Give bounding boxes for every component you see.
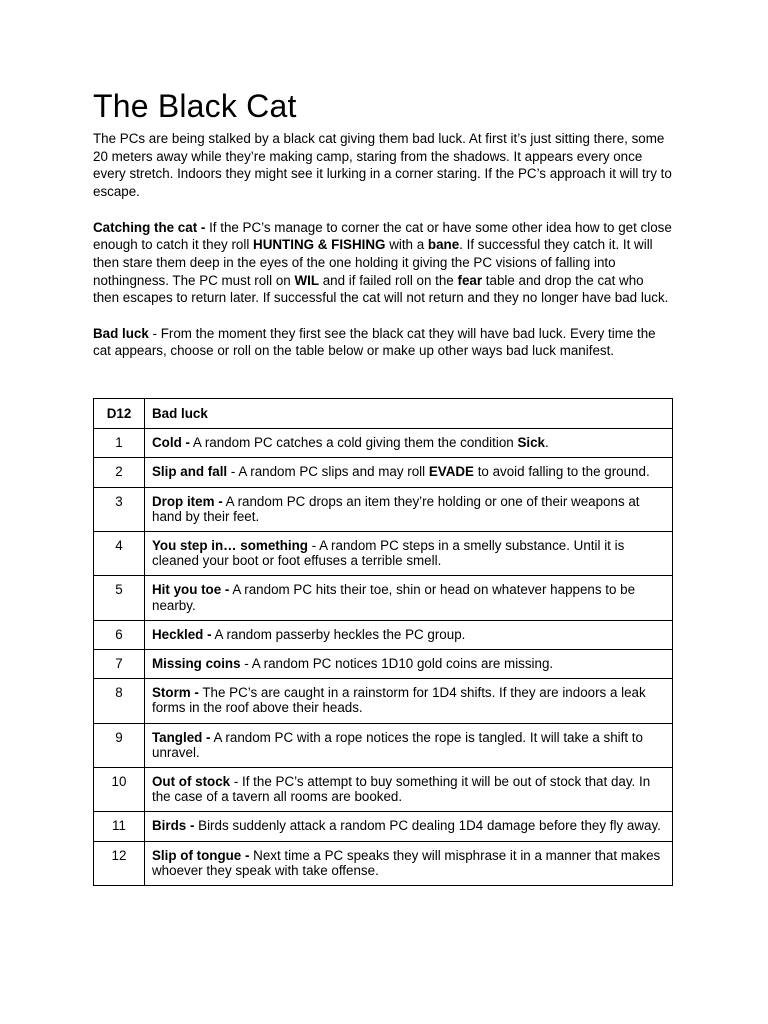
roll-number: 6 [94, 620, 145, 649]
roll-number: 10 [94, 768, 145, 812]
effect-description: - A random PC notices 1D10 gold coins are missing. [240, 656, 554, 672]
effect-name: Tangled - [152, 729, 211, 745]
effect-cell [145, 576, 673, 620]
document-body [93, 84, 673, 360]
effect-name: Heckled - [152, 626, 212, 642]
table-body [94, 429, 673, 886]
catching-fear: fear [457, 272, 483, 288]
effect-description: - If the PC’s attempt to buy something it will be out of stock that day. In the case of a tavern all rooms are booked. [152, 774, 651, 805]
effect-cell [145, 679, 673, 723]
effect-description: - A random PC slips and may roll [227, 464, 429, 480]
bad-luck-heading: Bad luck [93, 325, 149, 341]
catching-attribute: WIL [294, 272, 320, 288]
roll-number: 5 [94, 576, 145, 620]
effect-keyword: Sick [517, 435, 545, 451]
roll-number: 3 [94, 487, 145, 531]
effect-name: Storm - [152, 685, 199, 701]
table-row [94, 841, 673, 885]
effect-cell [145, 458, 673, 487]
effect-name: Hit you toe - [152, 582, 230, 598]
table-row [94, 679, 673, 723]
roll-number: 9 [94, 723, 145, 767]
catching-text-4: and if failed roll on the [319, 272, 458, 288]
intro-paragraph: The PCs are being stalked by a black cat giving them bad luck. At first it’s just sitting there, some 20 meters away while they’re making camp, staring from the shadows. It appears every once every stretch. Indoors they might see it lurking in a corner staring. If the PC’s approach it will try to escape. [93, 131, 672, 200]
roll-number: 11 [94, 812, 145, 841]
effect-cell [145, 532, 673, 576]
table-row [94, 429, 673, 458]
catching-heading: Catching the cat - [93, 219, 206, 235]
table-row [94, 723, 673, 767]
effect-cell [145, 812, 673, 841]
effect-tail: . [545, 435, 549, 451]
effect-name: Out of stock [152, 774, 231, 790]
page-title: The Black Cat [93, 88, 297, 124]
header-effect: Bad luck [145, 399, 673, 429]
header-die: D12 [94, 399, 145, 429]
bad-luck-paragraph [93, 325, 673, 360]
roll-number: 7 [94, 650, 145, 679]
roll-number: 8 [94, 679, 145, 723]
effect-name: Slip and fall [152, 464, 228, 480]
table-row [94, 650, 673, 679]
catching-skill: HUNTING & FISHING [253, 237, 386, 253]
effect-keyword: EVADE [428, 464, 474, 480]
effect-cell [145, 429, 673, 458]
table-row [94, 532, 673, 576]
table-row [94, 487, 673, 531]
catching-text-1: If the PC’s manage to corner the cat or have some other idea how to get close enough to catch it they roll [93, 219, 672, 253]
catching-text-5: table and drop the cat who then escapes to return later. If successful the cat will not return and they no longer have bad luck. [93, 272, 669, 306]
roll-number: 12 [94, 841, 145, 885]
effect-cell [145, 487, 673, 531]
effect-name: You step in… something [152, 538, 308, 554]
catching-paragraph [93, 219, 673, 308]
effect-description: A random PC drops an item they’re holding or one of their weapons at hand by their feet. [152, 493, 640, 524]
effect-cell [145, 841, 673, 885]
catching-bane: bane [427, 237, 460, 253]
table-row [94, 812, 673, 841]
effect-description: The PC’s are caught in a rainstorm for 1D4 shifts. If they are indoors a leak forms in the roof above their heads. [152, 685, 646, 716]
effect-name: Cold - [152, 435, 190, 451]
effect-cell [145, 723, 673, 767]
roll-number: 2 [94, 458, 145, 487]
catching-text-3: . If successful they catch it. It will then stare them deep in the eyes of the one holding it giving the PC visions of falling into nothingness. The PC must roll on [93, 237, 653, 288]
table-header-row [94, 399, 673, 429]
effect-description: A random passerby heckles the PC group. [211, 626, 466, 642]
effect-cell [145, 768, 673, 812]
effect-cell [145, 650, 673, 679]
table-row [94, 576, 673, 620]
effect-description: Next time a PC speaks they will misphrase it in a manner that makes whoever they speak with take offense. [152, 847, 661, 878]
catching-text-2: with a [385, 237, 428, 253]
effect-cell [145, 620, 673, 649]
effect-tail: to avoid falling to the ground. [473, 464, 650, 480]
effect-name: Birds - [152, 818, 195, 834]
effect-name: Missing coins [152, 656, 241, 672]
effect-description: A random PC catches a cold giving them the condition [189, 435, 518, 451]
table-row [94, 620, 673, 649]
bad-luck-table [93, 398, 673, 886]
bad-luck-text: - From the moment they first see the black cat they will have bad luck. Every time the cat appears, choose or roll on the table below or make up other ways bad luck manifest. [93, 325, 656, 359]
table-row [94, 458, 673, 487]
effect-name: Drop item - [152, 493, 223, 509]
effect-description: - A random PC steps in a smelly substance. Until it is cleaned your boot or foot effuses a terrible smell. [152, 538, 625, 569]
effect-description: A random PC hits their toe, shin or head on whatever happens to be nearby. [152, 582, 636, 613]
table-row [94, 768, 673, 812]
roll-number: 1 [94, 429, 145, 458]
effect-description: Birds suddenly attack a random PC dealing 1D4 damage before they fly away. [194, 818, 661, 834]
effect-name: Slip of tongue - [152, 847, 250, 863]
roll-number: 4 [94, 532, 145, 576]
effect-description: A random PC with a rope notices the rope is tangled. It will take a shift to unravel. [152, 729, 643, 760]
